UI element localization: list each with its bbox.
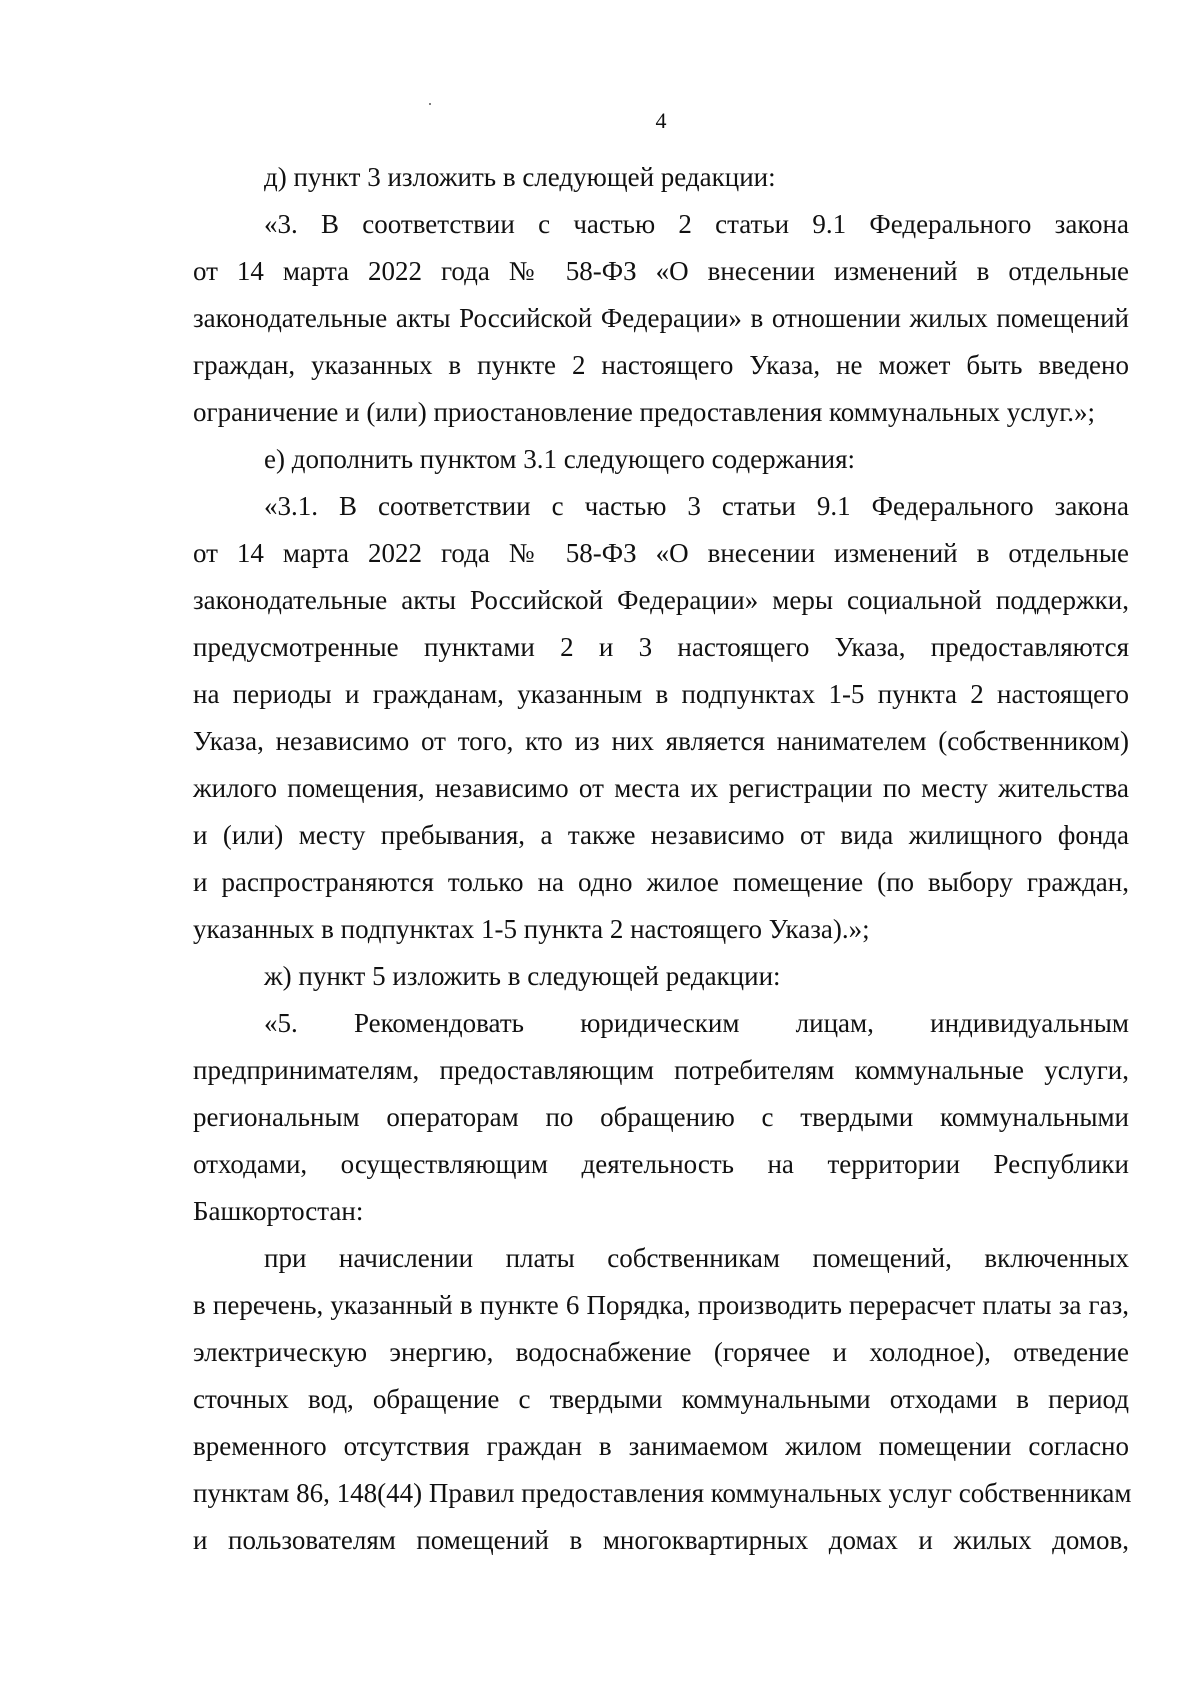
text-line: региональным операторам по обращению с твердыми коммунальными <box>193 1102 1129 1132</box>
text-line: временного отсутствия граждан в занимаемом жилом помещении согласно <box>193 1431 1129 1461</box>
text-line: Указа, независимо от того, кто из них является нанимателем (собственником) <box>193 726 1129 756</box>
text-line: и пользователям помещений в многоквартирных домах и жилых домов, <box>193 1525 1129 1555</box>
text-line: отходами, осуществляющим деятельность на территории Республики <box>193 1149 1129 1179</box>
text-line: е) дополнить пунктом 3.1 следующего содержания: <box>264 444 856 474</box>
page-number: 4 <box>655 108 667 133</box>
text-line: ж) пункт 5 изложить в следующей редакции: <box>264 961 781 991</box>
text-line: «3. В соответствии с частью 2 статьи 9.1 Федерального закона <box>264 209 1129 239</box>
text-line: предпринимателям, предоставляющим потребителям коммунальные услуги, <box>193 1055 1129 1085</box>
text-line: законодательные акты Российской Федерации» меры социальной поддержки, <box>193 585 1129 615</box>
text-line: пунктам 86, 148(44) Правил предоставления коммунальных услуг собственникам <box>193 1478 1132 1508</box>
text-line: Башкортостан: <box>193 1196 364 1226</box>
text-line: и распространяются только на одно жилое помещение (по выбору граждан, <box>193 867 1129 897</box>
text-line: «5. Рекомендовать юридическим лицам, индивидуальным <box>264 1008 1129 1038</box>
text-line: при начислении платы собственникам помещений, включенных <box>264 1243 1129 1273</box>
text-line: сточных вод, обращение с твердыми коммунальными отходами в период <box>193 1384 1129 1414</box>
text-line: ограничение и (или) приостановление предоставления коммунальных услуг.»; <box>193 397 1095 427</box>
scan-speck <box>429 103 431 105</box>
text-line: «3.1. В соответствии с частью 3 статьи 9.1 Федерального закона <box>264 491 1129 521</box>
text-line: от 14 марта 2022 года № 58-ФЗ «О внесении изменений в отдельные <box>193 256 1129 286</box>
text-line: предусмотренные пунктами 2 и 3 настоящего Указа, предоставляются <box>193 632 1129 662</box>
text-line: в перечень, указанный в пункте 6 Порядка, производить перерасчет платы за газ, <box>193 1290 1129 1320</box>
text-line: граждан, указанных в пункте 2 настоящего Указа, не может быть введено <box>193 350 1129 380</box>
text-line: электрическую энергию, водоснабжение (горячее и холодное), отведение <box>193 1337 1129 1367</box>
text-line: на периоды и гражданам, указанным в подпунктах 1-5 пункта 2 настоящего <box>193 679 1129 709</box>
text-line: жилого помещения, независимо от места их регистрации по месту жительства <box>193 773 1129 803</box>
text-line: и (или) месту пребывания, а также независимо от вида жилищного фонда <box>193 820 1129 850</box>
text-line: от 14 марта 2022 года № 58-ФЗ «О внесении изменений в отдельные <box>193 538 1129 568</box>
text-line: законодательные акты Российской Федерации» в отношении жилых помещений <box>193 303 1129 333</box>
text-line: д) пункт 3 изложить в следующей редакции: <box>264 162 776 192</box>
document-body <box>193 154 1132 1564</box>
text-line: указанных в подпунктах 1-5 пункта 2 настоящего Указа).»; <box>193 914 870 944</box>
